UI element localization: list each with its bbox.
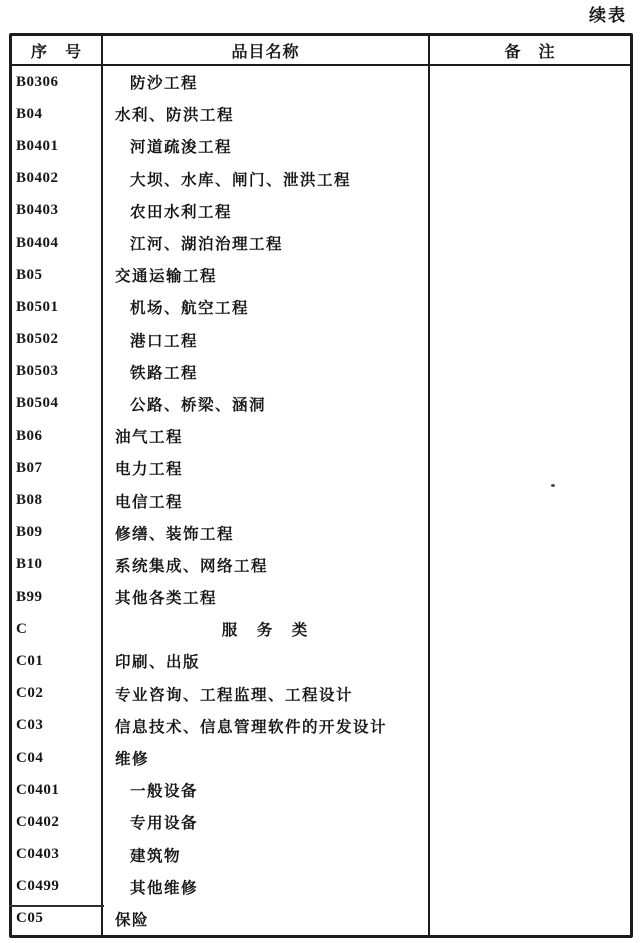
row-name-cell: 建筑物: [103, 839, 430, 871]
row-code-cell: B0402: [12, 163, 103, 195]
column-header-item-name: 品目名称: [103, 36, 430, 64]
table-row: [12, 710, 630, 742]
table-row: [12, 549, 630, 581]
row-code-cell: C04: [12, 742, 103, 774]
row-code-cell: B09: [12, 517, 103, 549]
row-name-cell: 服 务 类: [103, 613, 430, 645]
row-remark-cell: [430, 227, 630, 259]
table-row: [12, 66, 630, 98]
table-body: [12, 66, 630, 935]
row-code-cell: C03: [12, 710, 103, 742]
row-code-cell: B04: [12, 98, 103, 130]
table-row: [12, 420, 630, 452]
row-name-cell: 电信工程: [103, 484, 430, 516]
row-name-cell: 其他维修: [103, 871, 430, 903]
row-remark-cell: [430, 613, 630, 645]
row-remark-cell: [430, 517, 630, 549]
row-name-cell: 信息技术、信息管理软件的开发设计: [103, 710, 430, 742]
scan-artifact-line: [9, 905, 104, 907]
row-remark-cell: [430, 259, 630, 291]
row-name-cell: 系统集成、网络工程: [103, 549, 430, 581]
table-row: [12, 742, 630, 774]
table-row: [12, 613, 630, 645]
row-code-cell: B0306: [12, 66, 103, 98]
row-remark-cell: [430, 774, 630, 806]
table-row: [12, 806, 630, 838]
row-remark-cell: [430, 66, 630, 98]
row-name-cell: 电力工程: [103, 452, 430, 484]
table-row: [12, 452, 630, 484]
row-name-cell: 专业咨询、工程监理、工程设计: [103, 678, 430, 710]
table-row: [12, 678, 630, 710]
row-name-cell: 油气工程: [103, 420, 430, 452]
row-remark-cell: [430, 291, 630, 323]
row-name-cell: 港口工程: [103, 324, 430, 356]
row-code-cell: B07: [12, 452, 103, 484]
row-remark-cell: [430, 549, 630, 581]
row-name-cell: 大坝、水库、闸门、泄洪工程: [103, 163, 430, 195]
row-name-cell: 防沙工程: [103, 66, 430, 98]
row-name-cell: 农田水利工程: [103, 195, 430, 227]
row-remark-cell: [430, 130, 630, 162]
row-code-cell: B06: [12, 420, 103, 452]
row-code-cell: C0402: [12, 806, 103, 838]
row-remark-cell: [430, 839, 630, 871]
table-continuation-label: 续表: [589, 6, 627, 25]
table-row: [12, 324, 630, 356]
table-row: [12, 227, 630, 259]
table-row: [12, 484, 630, 516]
row-name-cell: 其他各类工程: [103, 581, 430, 613]
table-row: [12, 774, 630, 806]
row-remark-cell: [430, 98, 630, 130]
row-name-cell: 一般设备: [103, 774, 430, 806]
table-row: [12, 163, 630, 195]
row-name-cell: 河道疏浚工程: [103, 130, 430, 162]
row-name-cell: 公路、桥梁、涵洞: [103, 388, 430, 420]
row-code-cell: B0403: [12, 195, 103, 227]
row-name-cell: 印刷、出版: [103, 645, 430, 677]
row-name-cell: 维修: [103, 742, 430, 774]
table-row: [12, 645, 630, 677]
row-name-cell: 保险: [103, 903, 430, 935]
table-row: [12, 259, 630, 291]
table-row: [12, 871, 630, 903]
row-remark-cell: [430, 581, 630, 613]
row-name-cell: 水利、防洪工程: [103, 98, 430, 130]
row-code-cell: C0499: [12, 871, 103, 903]
row-code-cell: B10: [12, 549, 103, 581]
row-name-cell: 江河、湖泊治理工程: [103, 227, 430, 259]
row-code-cell: B0504: [12, 388, 103, 420]
table-row: [12, 388, 630, 420]
row-remark-cell: [430, 903, 630, 935]
row-code-cell: B05: [12, 259, 103, 291]
row-code-cell: B99: [12, 581, 103, 613]
row-remark-cell: [430, 420, 630, 452]
row-remark-cell: [430, 324, 630, 356]
row-code-cell: B0501: [12, 291, 103, 323]
row-code-cell: C0403: [12, 839, 103, 871]
row-name-cell: 修缮、装饰工程: [103, 517, 430, 549]
row-code-cell: B0401: [12, 130, 103, 162]
row-name-cell: 铁路工程: [103, 356, 430, 388]
row-remark-cell: [430, 742, 630, 774]
table-header-row: [12, 36, 630, 66]
row-remark-cell: [430, 645, 630, 677]
table-row: [12, 130, 630, 162]
catalog-table: [9, 33, 633, 938]
table-row: [12, 356, 630, 388]
row-code-cell: B0404: [12, 227, 103, 259]
row-remark-cell: [430, 484, 630, 516]
table-row: [12, 98, 630, 130]
table-row: [12, 517, 630, 549]
table-row: [12, 839, 630, 871]
column-header-remarks: 备 注: [504, 43, 556, 61]
row-code-cell: C05: [12, 903, 103, 935]
row-code-cell: B0503: [12, 356, 103, 388]
table-row: [12, 903, 630, 935]
row-name-cell: 交通运输工程: [103, 259, 430, 291]
row-code-cell: C01: [12, 645, 103, 677]
row-code-cell: C02: [12, 678, 103, 710]
row-code-cell: C: [12, 613, 103, 645]
row-name-cell: 专用设备: [103, 806, 430, 838]
scan-artifact-dot: [551, 484, 555, 487]
row-remark-cell: [430, 195, 630, 227]
row-remark-cell: [430, 163, 630, 195]
row-code-cell: B0502: [12, 324, 103, 356]
row-remark-cell: [430, 356, 630, 388]
row-remark-cell: [430, 452, 630, 484]
row-remark-cell: [430, 678, 630, 710]
row-code-cell: B08: [12, 484, 103, 516]
table-row: [12, 291, 630, 323]
row-remark-cell: [430, 388, 630, 420]
row-name-cell: 机场、航空工程: [103, 291, 430, 323]
row-remark-cell: [430, 710, 630, 742]
row-remark-cell: [430, 871, 630, 903]
table-row: [12, 581, 630, 613]
row-remark-cell: [430, 806, 630, 838]
row-code-cell: C0401: [12, 774, 103, 806]
table-row: [12, 195, 630, 227]
column-header-serial: 序 号: [12, 36, 103, 64]
